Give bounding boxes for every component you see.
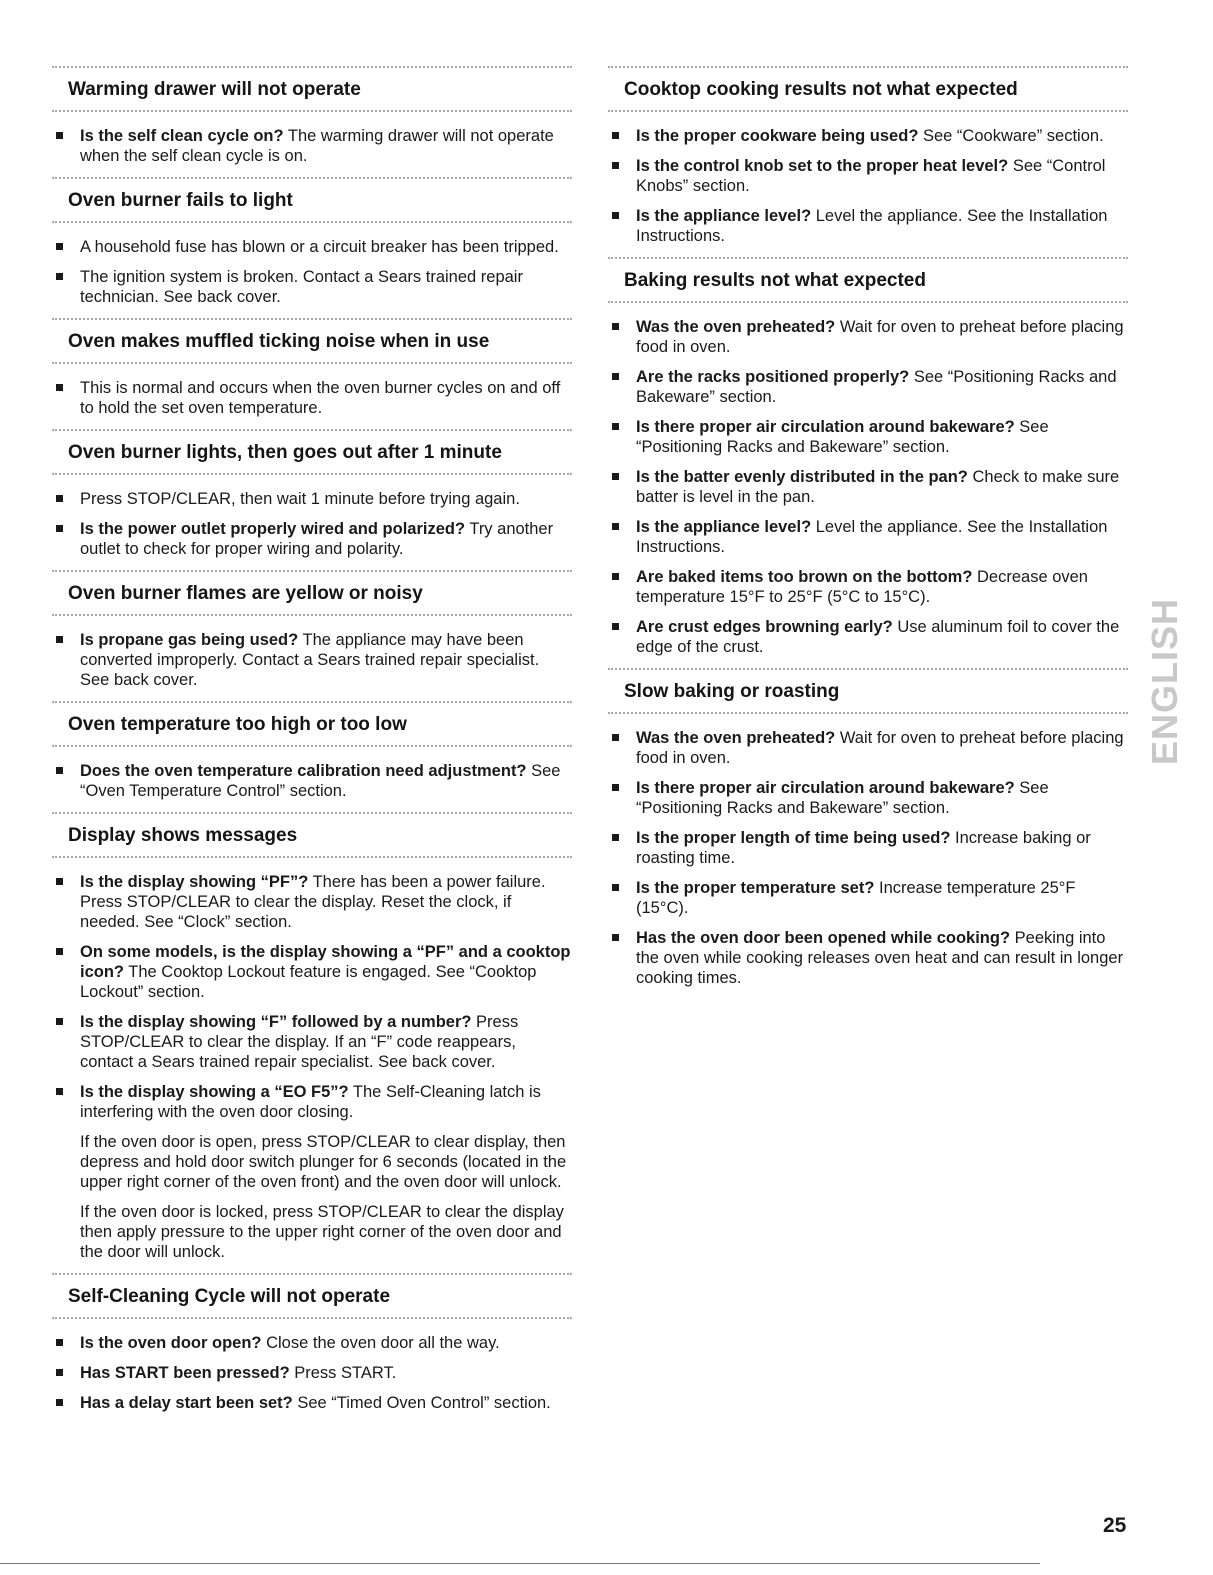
answer-text: Try another outlet to check for proper wiring and polarity.	[80, 520, 554, 558]
bullet-icon	[56, 273, 63, 280]
answer-text: See “Positioning Racks and Bakeware” section.	[636, 418, 1049, 456]
answer-text: The appliance may have been converted improperly. Contact a Sears trained repair specialist. See back cover.	[80, 631, 540, 689]
bullet-icon	[56, 1088, 63, 1095]
section-heading: Oven burner lights, then goes out after 1 minute	[52, 429, 572, 475]
list-item	[52, 630, 572, 690]
list-item	[608, 728, 1128, 768]
note-paragraph: If the oven door is open, press STOP/CLEAR to clear display, then depress and hold door switch plunger for 6 seconds (located in the upper right corner of the oven front) and the oven door will unlock.	[80, 1133, 567, 1191]
troubleshooting-section	[608, 257, 1128, 657]
bullet-icon	[612, 162, 619, 169]
bullet-icon	[56, 1369, 63, 1376]
answer-text: The warming drawer will not operate when the self clean cycle is on.	[80, 127, 554, 165]
bullet-icon	[56, 1339, 63, 1346]
bullet-icon	[612, 784, 619, 791]
list-item	[608, 517, 1128, 557]
answer-text: Level the appliance. See the Installation Instructions.	[636, 518, 1108, 556]
bullet-icon	[56, 767, 63, 774]
troubleshooting-section	[52, 177, 572, 307]
answer-text: See “Cookware” section.	[918, 127, 1104, 145]
bullet-icon	[56, 495, 63, 502]
bullet-icon	[56, 878, 63, 885]
list-item	[52, 1012, 572, 1072]
section-heading: Display shows messages	[52, 812, 572, 858]
section-heading: Cooktop cooking results not what expected	[608, 66, 1128, 112]
answer-text: The ignition system is broken. Contact a Sears trained repair technician. See back cover.	[80, 268, 523, 306]
question-text: Are crust edges browning early?	[636, 618, 893, 636]
item-list	[52, 126, 572, 166]
list-item	[608, 617, 1128, 657]
answer-text: Increase temperature 25°F (15°C).	[636, 879, 1076, 917]
list-item	[52, 267, 572, 307]
question-text: Is the oven door open?	[80, 1334, 262, 1352]
question-text: Are baked items too brown on the bottom?	[636, 568, 973, 586]
bullet-icon	[56, 384, 63, 391]
answer-text: There has been a power failure. Press STOP/CLEAR to clear the display. Reset the clock, if needed. See “Clock” section.	[80, 873, 546, 931]
bullet-icon	[56, 636, 63, 643]
section-heading: Slow baking or roasting	[608, 668, 1128, 714]
question-text: Is the self clean cycle on?	[80, 127, 284, 145]
bullet-icon	[612, 323, 619, 330]
section-heading: Self-Cleaning Cycle will not operate	[52, 1273, 572, 1319]
bullet-icon	[612, 373, 619, 380]
bullet-icon	[56, 1399, 63, 1406]
list-item	[52, 1082, 572, 1262]
answer-text: Check to make sure batter is level in the pan.	[636, 468, 1120, 506]
question-text: Has the oven door been opened while cooking?	[636, 929, 1011, 947]
question-text: Is the power outlet properly wired and polarized?	[80, 520, 466, 538]
answer-text: Level the appliance. See the Installation Instructions.	[636, 207, 1108, 245]
question-text: Is the display showing “PF”?	[80, 873, 309, 891]
list-item	[52, 1363, 572, 1383]
bullet-icon	[56, 243, 63, 250]
question-text: Is propane gas being used?	[80, 631, 299, 649]
answer-text: See “Positioning Racks and Bakeware” section.	[636, 368, 1117, 406]
list-item	[52, 1393, 572, 1413]
answer-text: See “Oven Temperature Control” section.	[80, 762, 561, 800]
item-list	[608, 126, 1128, 246]
answer-text: The Cooktop Lockout feature is engaged. See “Cooktop Lockout” section.	[80, 963, 537, 1001]
list-item	[52, 872, 572, 932]
list-item	[608, 126, 1128, 146]
question-text: Is the proper temperature set?	[636, 879, 875, 897]
question-text: Is there proper air circulation around bakeware?	[636, 779, 1015, 797]
item-list	[52, 489, 572, 559]
section-heading: Baking results not what expected	[608, 257, 1128, 303]
troubleshooting-section	[52, 1273, 572, 1413]
page-number: 25	[1103, 1514, 1127, 1537]
item-list	[52, 872, 572, 1262]
answer-text: Peeking into the oven while cooking releases oven heat and can result in longer cooking times.	[636, 929, 1124, 987]
answer-text: See “Control Knobs” section.	[636, 157, 1106, 195]
answer-text: Press START.	[289, 1364, 397, 1382]
question-text: Was the oven preheated?	[636, 729, 836, 747]
question-text: Is the appliance level?	[636, 518, 812, 536]
question-text: Was the oven preheated?	[636, 318, 836, 336]
list-item	[608, 928, 1128, 988]
list-item	[52, 761, 572, 801]
answer-text: Wait for oven to preheat before placing food in oven.	[636, 318, 1124, 356]
answer-text: Close the oven door all the way.	[261, 1334, 500, 1352]
answer-text: See “Positioning Racks and Bakeware” section.	[636, 779, 1049, 817]
footer-rule	[0, 1563, 1040, 1564]
section-heading: Warming drawer will not operate	[52, 66, 572, 112]
answer-text: See “Timed Oven Control” section.	[292, 1394, 551, 1412]
item-list	[608, 317, 1128, 657]
bullet-icon	[612, 884, 619, 891]
question-text: Are the racks positioned properly?	[636, 368, 910, 386]
list-item	[608, 778, 1128, 818]
question-text: Is the appliance level?	[636, 207, 812, 225]
list-item	[608, 878, 1128, 918]
item-list	[52, 1333, 572, 1413]
question-text: Is the control knob set to the proper heat level?	[636, 157, 1009, 175]
bullet-icon	[56, 132, 63, 139]
item-list	[52, 630, 572, 690]
troubleshooting-section	[52, 812, 572, 1262]
bullet-icon	[56, 948, 63, 955]
question-text: Is the display showing “F” followed by a number?	[80, 1013, 472, 1031]
troubleshooting-section	[608, 668, 1128, 988]
list-item	[52, 519, 572, 559]
troubleshooting-section	[52, 570, 572, 690]
section-heading: Oven temperature too high or too low	[52, 701, 572, 747]
troubleshooting-section	[52, 701, 572, 801]
item-list	[52, 378, 572, 418]
list-item	[608, 206, 1128, 246]
bullet-icon	[612, 132, 619, 139]
note-paragraph: If the oven door is locked, press STOP/CLEAR to clear the display then apply pressure to the upper right corner of the oven door and the door will unlock.	[80, 1203, 564, 1261]
question-text: Has a delay start been set?	[80, 1394, 293, 1412]
list-item	[52, 126, 572, 166]
question-text: Is there proper air circulation around bakeware?	[636, 418, 1015, 436]
list-item	[52, 1333, 572, 1353]
answer-text: The Self-Cleaning latch is interfering with the oven door closing.	[80, 1083, 541, 1121]
bullet-icon	[612, 734, 619, 741]
left-column	[52, 66, 572, 1424]
answer-text: Press STOP/CLEAR, then wait 1 minute before trying again.	[80, 490, 520, 508]
section-heading: Oven burner flames are yellow or noisy	[52, 570, 572, 616]
list-item	[52, 378, 572, 418]
section-heading: Oven burner fails to light	[52, 177, 572, 223]
list-item	[52, 237, 572, 257]
bullet-icon	[56, 1018, 63, 1025]
answer-text: This is normal and occurs when the oven burner cycles on and off to hold the set oven temperature.	[80, 379, 561, 417]
troubleshooting-section	[608, 66, 1128, 246]
item-list	[52, 237, 572, 307]
bullet-icon	[612, 523, 619, 530]
list-item	[608, 828, 1128, 868]
troubleshooting-section	[52, 318, 572, 418]
item-list	[608, 728, 1128, 988]
question-text: On some models, is the display showing a “PF” and a cooktop icon?	[80, 943, 571, 981]
list-item	[52, 489, 572, 509]
list-item	[608, 367, 1128, 407]
answer-text: Wait for oven to preheat before placing food in oven.	[636, 729, 1124, 767]
item-list	[52, 761, 572, 801]
bullet-icon	[612, 423, 619, 430]
answer-text: Use aluminum foil to cover the edge of the crust.	[636, 618, 1120, 656]
troubleshooting-section	[52, 429, 572, 559]
language-side-tab: ENGLISH	[1144, 597, 1185, 765]
bullet-icon	[612, 934, 619, 941]
right-column	[608, 66, 1128, 999]
answer-text: Increase baking or roasting time.	[636, 829, 1091, 867]
troubleshooting-section	[52, 66, 572, 166]
bullet-icon	[612, 573, 619, 580]
answer-text: Press STOP/CLEAR to clear the display. If an “F” code reappears, contact a Sears trained repair specialist. See back cover.	[80, 1013, 519, 1071]
list-item	[608, 467, 1128, 507]
question-text: Is the proper cookware being used?	[636, 127, 919, 145]
question-text: Is the batter evenly distributed in the pan?	[636, 468, 968, 486]
list-item	[608, 156, 1128, 196]
list-item	[52, 942, 572, 1002]
bullet-icon	[56, 525, 63, 532]
answer-text: A household fuse has blown or a circuit breaker has been tripped.	[80, 238, 559, 256]
question-text: Does the oven temperature calibration need adjustment?	[80, 762, 527, 780]
question-text: Is the display showing a “EO F5”?	[80, 1083, 349, 1101]
question-text: Is the proper length of time being used?	[636, 829, 951, 847]
list-item	[608, 417, 1128, 457]
list-item	[608, 317, 1128, 357]
bullet-icon	[612, 212, 619, 219]
bullet-icon	[612, 623, 619, 630]
question-text: Has START been pressed?	[80, 1364, 290, 1382]
answer-text: Decrease oven temperature 15°F to 25°F (5°C to 15°C).	[636, 568, 1088, 606]
bullet-icon	[612, 834, 619, 841]
bullet-icon	[612, 473, 619, 480]
list-item	[608, 567, 1128, 607]
section-heading: Oven makes muffled ticking noise when in use	[52, 318, 572, 364]
